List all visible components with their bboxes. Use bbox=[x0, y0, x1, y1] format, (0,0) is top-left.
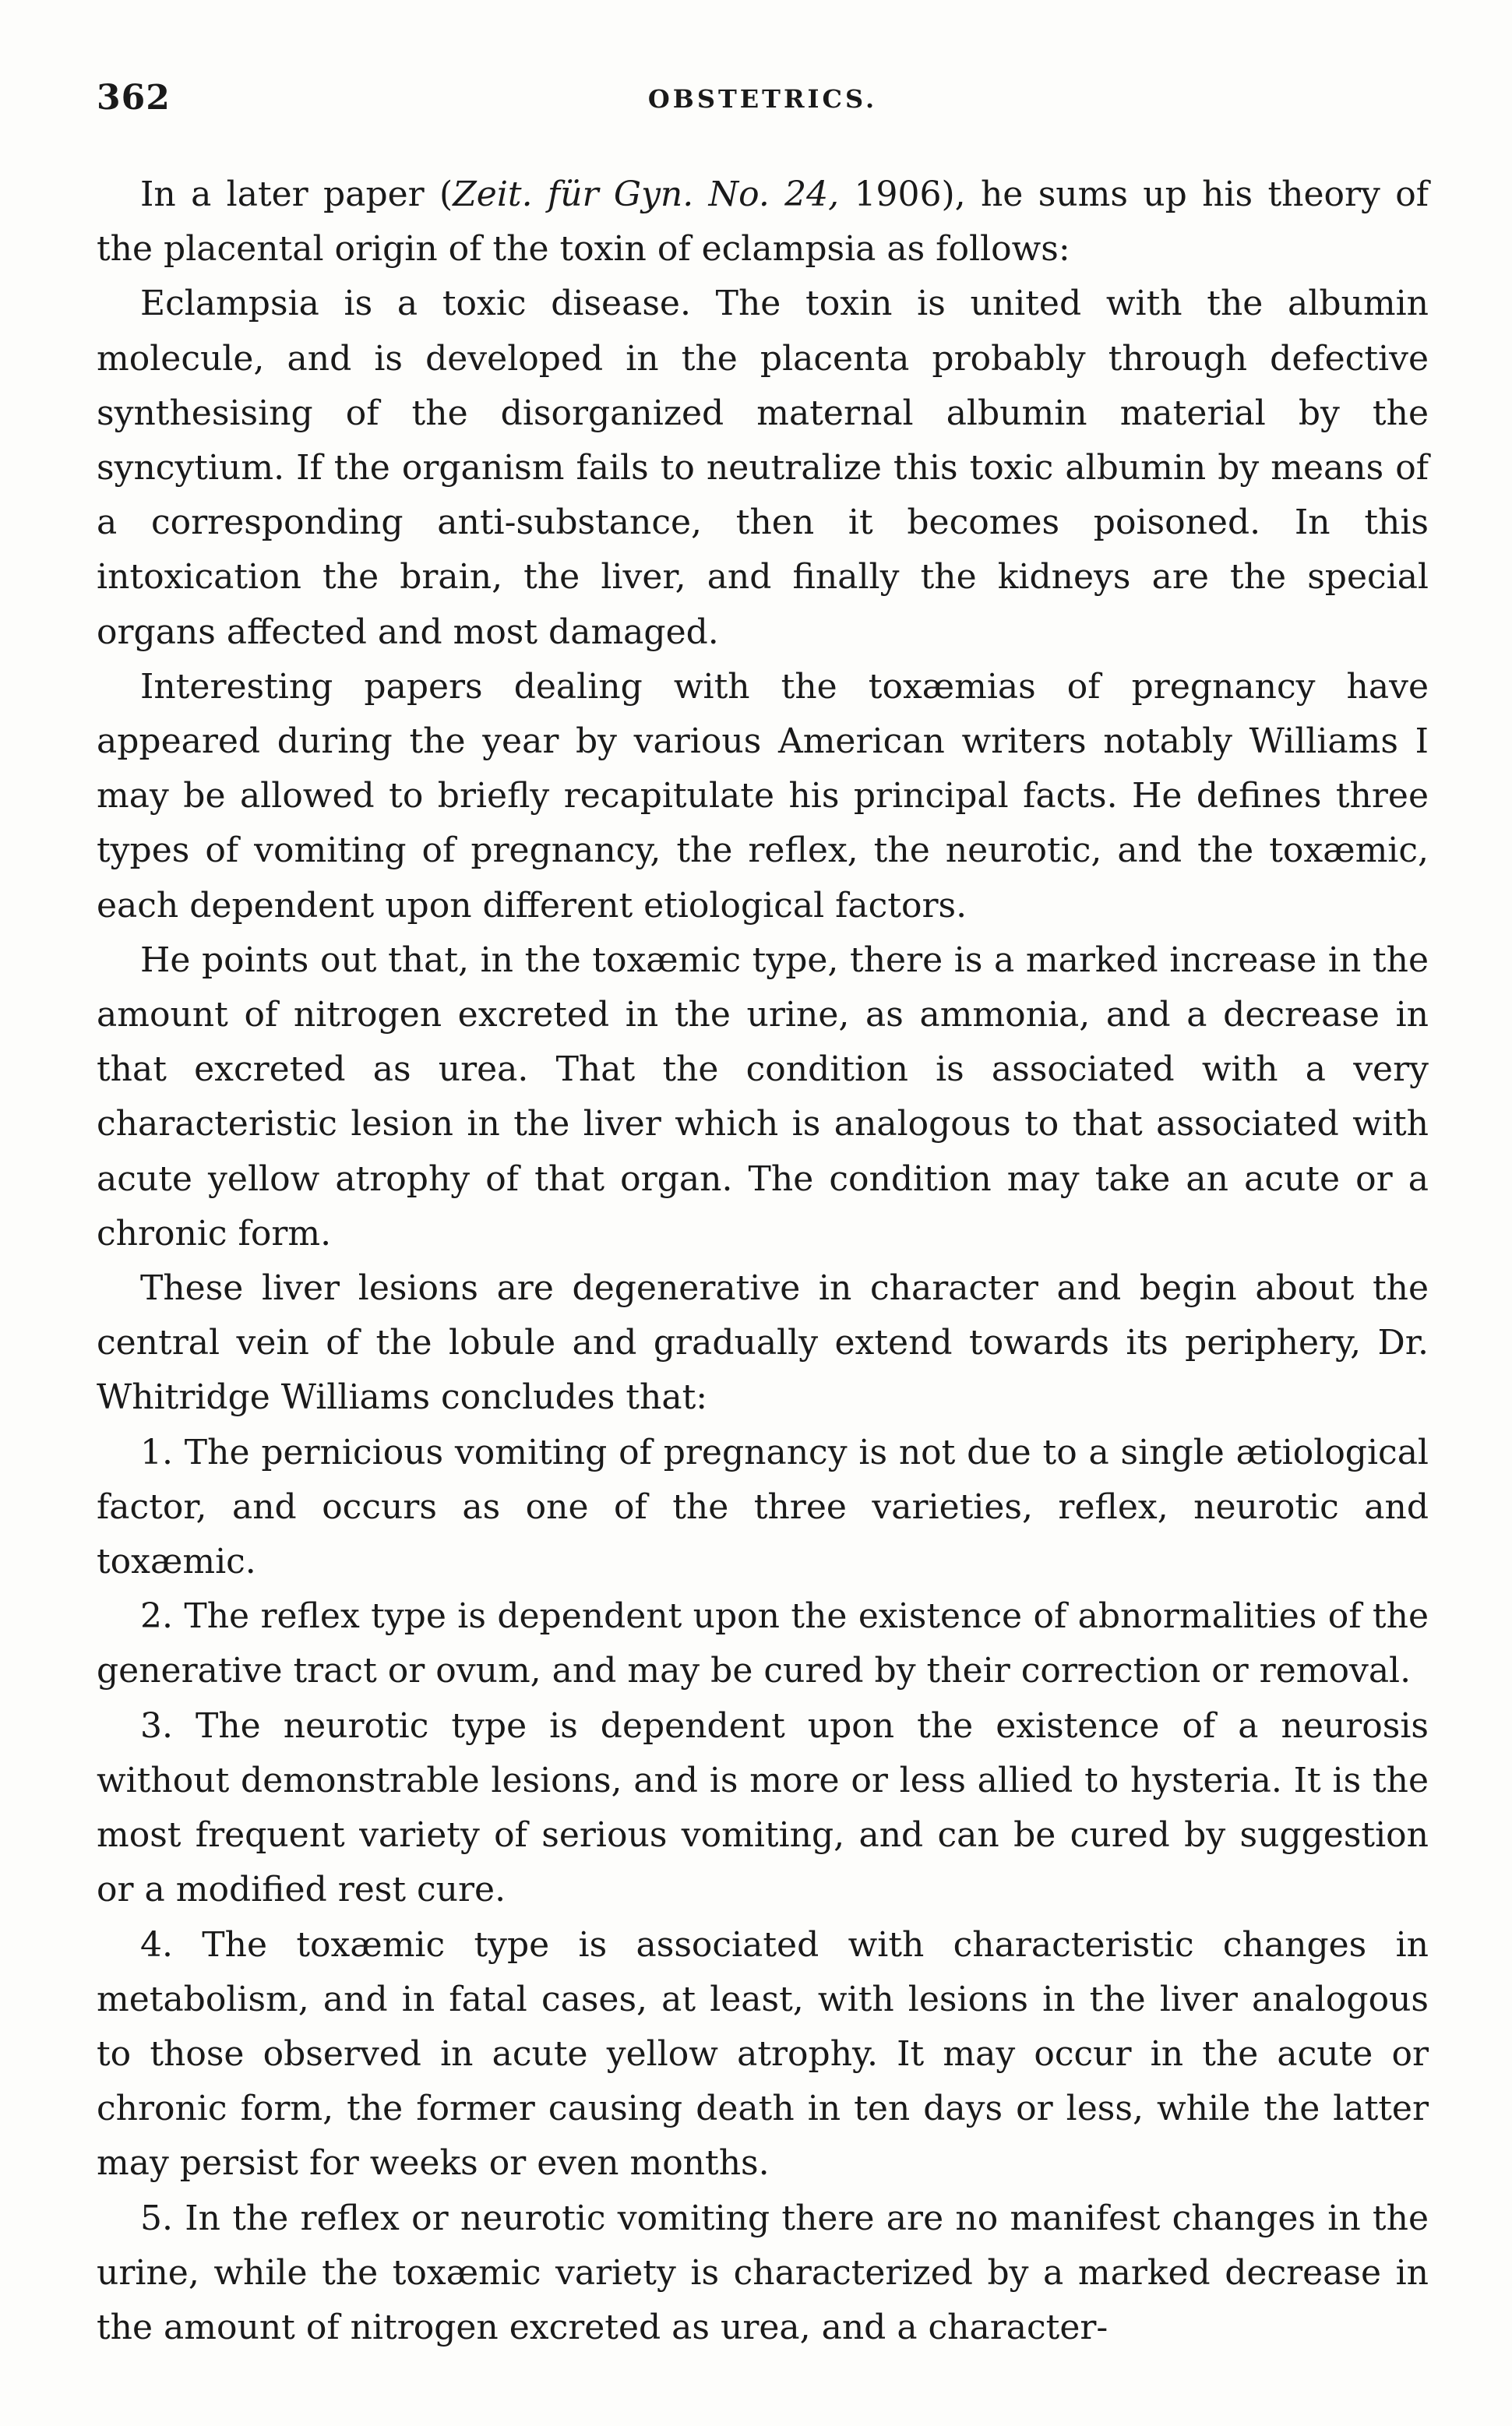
paragraph: These liver lesions are degenerative in character and begin about the central vein of the lobule and gradually extend towards its periphery, Dr. Whitridge Williams concludes that: bbox=[97, 1268, 1429, 1418]
paragraph: Interesting papers dealing with the toxæmias of pregnancy have appeared during the year by various American writers notably Williams I may be allowed to briefly recapitulate his principal facts. He defines three types of vomiting of pregnancy, the reflex, the neurotic, and the toxæmic, each dependent upon different etiological factors. bbox=[97, 666, 1429, 926]
citation: Zeit. für Gyn. No. 24, bbox=[453, 175, 840, 214]
paragraph: Eclampsia is a toxic disease. The toxin is united with the albumin molecule, and is developed in the placenta probably through defective synthesising of the disorganized maternal albumin material by the syncytium. If the organism fails to neutralize this toxic albumin by means of a corresponding anti-substance, then it becomes poisoned. In this intoxication the brain, the liver, and finally the kidneys are the special organs affected and most damaged. bbox=[97, 284, 1429, 652]
list-item: 3. The neurotic type is dependent upon the existence of a neurosis without demonstrable lesions, and is more or less allied to hysteria. It is the most frequent variety of serious vomiting, and can be cured by suggestion or a modified rest cure. bbox=[97, 1705, 1429, 1910]
list-item: 5. In the reflex or neurotic vomiting there are no manifest changes in the urine, while the toxæmic variety is characterized by a marked decrease in the amount of nitrogen excreted as urea, and a character- bbox=[97, 2198, 1429, 2347]
page-header bbox=[97, 78, 1429, 132]
paragraph: In a later paper (Zeit. für Gyn. No. 24, 1906), he sums up his theory of the placental origin of the toxin of eclampsia as follows: bbox=[97, 175, 1429, 270]
list-item: 4. The toxæmic type is associated with characteristic changes in metabolism, and in fatal cases, at least, with lesions in the liver analogous to those observed in acute yellow atrophy. It may occur in the acute or chronic form, the former causing death in ten days or less, while the latter may persist for weeks or even months. bbox=[97, 1924, 1429, 2184]
list-item: 2. The reflex type is dependent upon the existence of abnormalities of the generative tract or ovum, and may be cured by their correction or removal. bbox=[97, 1596, 1429, 1691]
body-text bbox=[97, 167, 1429, 2355]
list-item: 1. The pernicious vomiting of pregnancy is not due to a single ætiological factor, and occurs as one of the three varieties, reflex, neurotic and toxæmic. bbox=[97, 1432, 1429, 1582]
paragraph: He points out that, in the toxæmic type, there is a marked increase in the amount of nitrogen excreted in the urine, as ammonia, and a decrease in that excreted as urea. That the condition is associated with a very characteristic lesion in the liver which is analogous to that associated with acute yellow atrophy of that organ. The condition may take an acute or a chronic form. bbox=[97, 940, 1429, 1254]
running-title: OBSTETRICS. bbox=[647, 84, 878, 114]
page-number: 362 bbox=[97, 78, 171, 118]
